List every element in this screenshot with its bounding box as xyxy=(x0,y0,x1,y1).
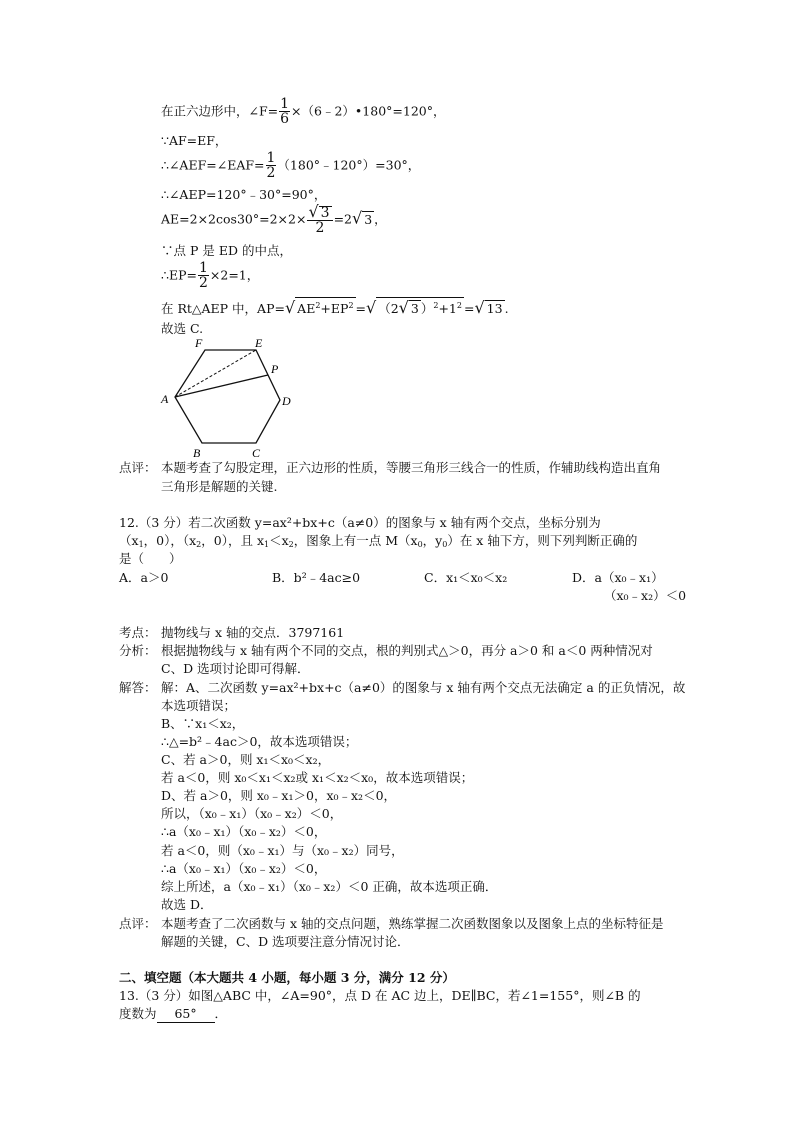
jieda-line-4: ∴△=b²﹣4ac＞0，故本选项错误； xyxy=(161,734,358,749)
jieda-line-11: ∴a（x₀﹣x₁）（x₀﹣x₂）＜0， xyxy=(161,861,327,876)
hexagon-figure xyxy=(155,335,305,460)
jieda-line-5: C、若 a＞0，则 x₁＜x₀＜x₂， xyxy=(161,752,331,767)
jieda-line-9: ∴a（x₀﹣x₁）（x₀﹣x₂）＜0， xyxy=(161,824,327,839)
fraction-one-half-b: $\frac{1}{2}$ xyxy=(198,260,208,291)
hexagon-outline xyxy=(175,350,280,443)
q12-option-d-line-2: （x₀﹣x₂）＜0 xyxy=(604,588,687,603)
radical-sign: √ xyxy=(284,298,296,317)
radical-sign: √ xyxy=(352,208,363,228)
segment-ap xyxy=(175,375,268,397)
fraction-root3-over-2: $\frac{√ 3}{2}$ xyxy=(307,205,332,235)
radical-sign: √ xyxy=(308,202,319,221)
solution-line-1: 在正六边形中，∠F= $\frac{1}{6}$ ×（6﹣2）•180°=120°， xyxy=(161,96,446,127)
dashed-segment-ae xyxy=(175,350,256,397)
q12-option-d-line-1: D．a（x₀﹣x₁） xyxy=(572,570,664,585)
dianping-line-2: 解题的关键，C、D 选项要注意分情况讨论． xyxy=(161,934,410,949)
q12-stem-line-1: 12.（3 分）若二次函数 y=ax²+bx+c（a≠0）的图象与 x 轴有两个交点，坐标分别为 xyxy=(119,515,601,530)
jieda-line-13: 故选 D． xyxy=(161,897,213,912)
jieda-line-2: 本选项错误； xyxy=(161,698,237,713)
q12-stem-line-3: 是（ ） xyxy=(119,551,182,566)
label-e: E xyxy=(255,336,263,350)
fenxi-label: 分析： xyxy=(119,643,157,658)
kaodian-label: 考点： xyxy=(119,625,157,640)
q12-option-b: B．b²﹣4ac≥0 xyxy=(272,570,361,585)
fraction-one-half: $\frac{1}{2}$ xyxy=(266,150,276,181)
solution-line-9: 故选 C. xyxy=(161,321,204,336)
radical-sign: √ xyxy=(398,298,409,317)
comment-line-11b: 三角形是解题的关键. xyxy=(161,479,278,494)
jieda-line-6: 若 a＜0，则 x₀＜x₁＜x₂或 x₁＜x₂＜x₀，故本选项错误； xyxy=(161,770,474,785)
jieda-line-1: 解：A、二次函数 y=ax²+bx+c（a≠0）的图象与 x 轴有两个交点无法确定 a 的正负情况，故 xyxy=(161,680,686,695)
fenxi-line-2: C、D 选项讨论即可得解． xyxy=(161,661,310,676)
label-c: C xyxy=(252,446,261,460)
solution-line-8: 在 Rt△AEP 中，AP=√ $AE^2+EP^2$ =√ （2√ 3 ）$^2+1^2$ =√ 13 . xyxy=(161,298,509,317)
comment-label-11: 点评： xyxy=(119,460,157,475)
solution-line-4: ∴∠AEP=120°﹣30°=90°， xyxy=(161,187,327,202)
label-a: A xyxy=(161,392,169,406)
q12-option-c: C．x₁＜x₀＜x₂ xyxy=(424,570,508,585)
label-f: F xyxy=(195,336,203,350)
q13-line-2: 度数为 65° ． xyxy=(119,1006,228,1021)
q13-line-1: 13.（3 分）如图△ABC 中，∠A=90°，点 D 在 AC 边上，DE∥BC，若∠1=155°，则∠B 的 xyxy=(119,988,641,1003)
kaodian-text: 抛物线与 x 轴的交点．3797161 xyxy=(161,625,345,640)
q13-answer-blank: 65° xyxy=(157,1006,215,1023)
dianping-line-1: 本题考查了二次函数与 x 轴的交点问题，熟练掌握二次函数图象以及图象上点的坐标特征是 xyxy=(161,916,664,931)
jieda-line-12: 综上所述，a（x₀﹣x₁）（x₀﹣x₂）＜0 正确，故本选项正确． xyxy=(161,879,498,894)
solution-line-7: ∴EP= $\frac{1}{2}$ ×2=1， xyxy=(161,260,260,291)
comment-line-11a: 本题考查了勾股定理，正六边形的性质，等腰三角形三线合一的性质，作辅助线构造出直角 xyxy=(161,460,662,475)
radical-sign: √ xyxy=(366,298,377,317)
label-p: P xyxy=(271,362,279,376)
dianping-label: 点评： xyxy=(119,916,157,931)
solution-line-5: AE=2×2cos30°=2×2× $\frac{√ 3}{2}$ =2√ 3 ， xyxy=(161,202,387,236)
q12-stem-line-2: （$x_1$，0），（$x_2$，0），且 $x_1<x_2$，图象上有一点 $M(x_0$，$y_0$）在 x 轴下方，则下列判断正确的 xyxy=(119,533,638,549)
jieda-line-3: B、∵x₁＜x₂， xyxy=(161,716,245,731)
solution-line-6: ∵点 P 是 ED 的中点， xyxy=(161,243,292,258)
radical-sign: √ xyxy=(474,298,485,317)
q12-option-a: A．a＞0 xyxy=(119,570,169,585)
solution-line-2: ∵AF=EF， xyxy=(161,133,228,148)
jieda-line-8: 所以，（x₀﹣x₁）（x₀﹣x₂）＜0， xyxy=(161,806,343,821)
fenxi-line-1: 根据抛物线与 x 轴有两个不同的交点，根的判别式△＞0，再分 a＞0 和 a＜0 两种情况对 xyxy=(161,643,653,658)
solution-line-3: ∴∠AEF=∠EAF= $\frac{1}{2}$ （180°﹣120°）=30°， xyxy=(161,150,421,181)
jieda-line-7: D、若 a＞0，则 x₀﹣x₁＞0，x₀﹣x₂＜0， xyxy=(161,788,397,803)
fraction-one-sixth: $\frac{1}{6}$ xyxy=(280,96,290,127)
jieda-label: 解答： xyxy=(119,680,157,695)
jieda-line-10: 若 a＜0，则（x₀﹣x₁）与（x₀﹣x₂）同号， xyxy=(161,843,404,858)
section-heading-fill-in: 二、填空题（本大题共 4 小题，每小题 3 分，满分 12 分） xyxy=(119,970,455,985)
label-d: D xyxy=(282,394,291,408)
label-b: B xyxy=(193,446,201,460)
